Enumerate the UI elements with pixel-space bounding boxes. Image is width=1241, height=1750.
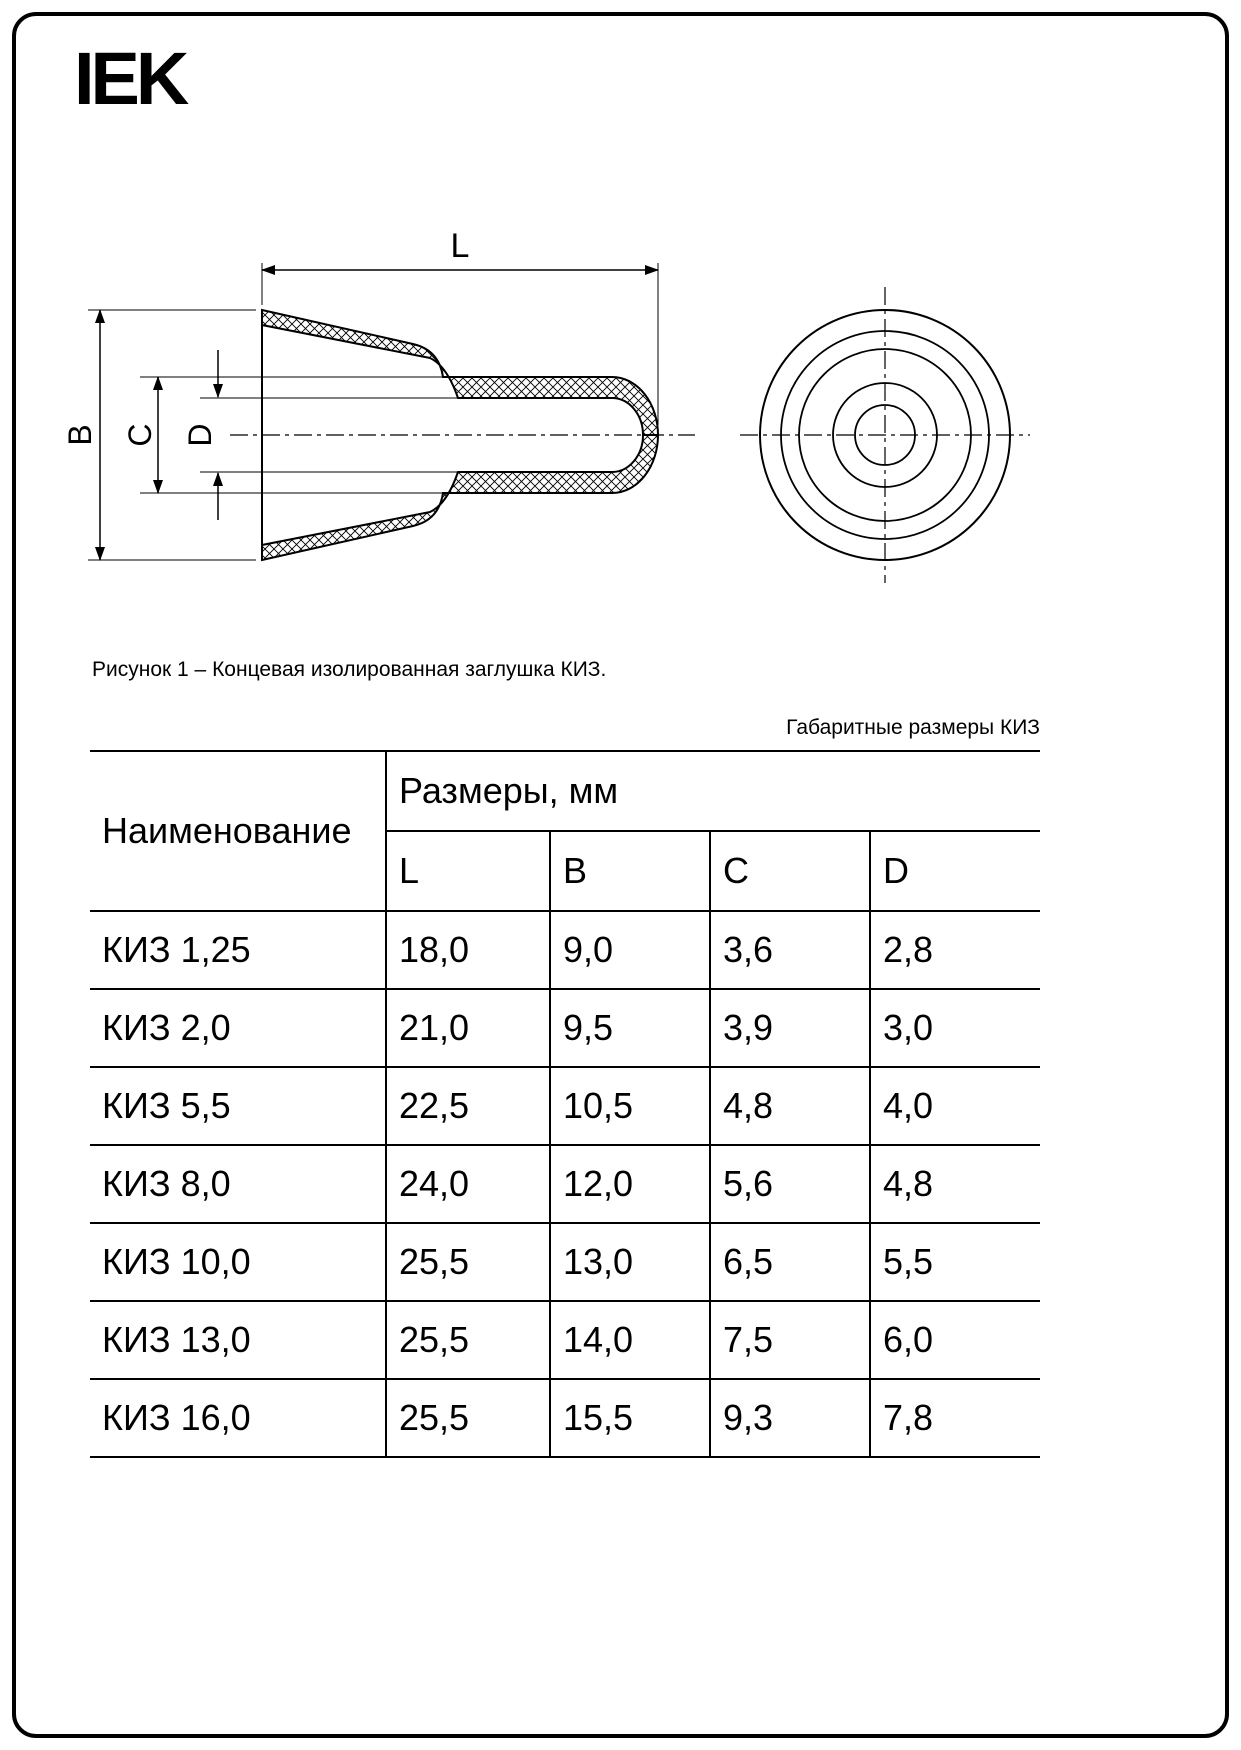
dim-label-B: B [62, 424, 98, 446]
table-row [90, 1301, 1040, 1379]
table-note: Габаритные размеры КИЗ [786, 716, 1040, 739]
cell-B: 9,0 [550, 911, 710, 989]
figure-caption: Рисунок 1 – Концевая изолированная заглушка КИЗ. [92, 658, 607, 681]
cell-name: КИЗ 1,25 [90, 911, 386, 989]
cell-B: 12,0 [550, 1145, 710, 1223]
dimensions-table [90, 750, 1040, 1458]
dim-label-C: C [122, 423, 158, 447]
table-row [90, 1223, 1040, 1301]
cell-C: 3,9 [710, 989, 870, 1067]
cell-name: КИЗ 16,0 [90, 1379, 386, 1457]
col-header-name: Наименование [90, 751, 386, 911]
cell-D: 4,8 [870, 1145, 1040, 1223]
figure-drawing [40, 225, 1160, 625]
dim-label-L: L [450, 227, 470, 265]
cell-L: 21,0 [386, 989, 550, 1067]
cell-name: КИЗ 13,0 [90, 1301, 386, 1379]
cell-D: 2,8 [870, 911, 1040, 989]
cell-L: 18,0 [386, 911, 550, 989]
col-header-B: B [550, 831, 710, 911]
cell-D: 6,0 [870, 1301, 1040, 1379]
col-header-L: L [386, 831, 550, 911]
cell-C: 5,6 [710, 1145, 870, 1223]
cell-B: 15,5 [550, 1379, 710, 1457]
iek-logo: IEK [74, 37, 186, 120]
table-row [90, 911, 1040, 989]
col-header-sizes: Размеры, мм [386, 751, 1040, 831]
cell-name: КИЗ 2,0 [90, 989, 386, 1067]
cell-L: 24,0 [386, 1145, 550, 1223]
front-view [740, 287, 1030, 583]
table-row [90, 1067, 1040, 1145]
cell-C: 4,8 [710, 1067, 870, 1145]
dim-label-D: D [182, 423, 218, 447]
col-header-D: D [870, 831, 1040, 911]
cell-name: КИЗ 10,0 [90, 1223, 386, 1301]
cell-C: 3,6 [710, 911, 870, 989]
cell-name: КИЗ 5,5 [90, 1067, 386, 1145]
table-row [90, 1145, 1040, 1223]
cell-C: 7,5 [710, 1301, 870, 1379]
cell-B: 9,5 [550, 989, 710, 1067]
cell-name: КИЗ 8,0 [90, 1145, 386, 1223]
cell-B: 14,0 [550, 1301, 710, 1379]
table-header-row-1 [90, 751, 1040, 831]
table-row [90, 1379, 1040, 1457]
cell-C: 6,5 [710, 1223, 870, 1301]
cell-B: 10,5 [550, 1067, 710, 1145]
cell-L: 22,5 [386, 1067, 550, 1145]
table-row [90, 989, 1040, 1067]
col-header-C: C [710, 831, 870, 911]
cell-D: 4,0 [870, 1067, 1040, 1145]
cell-L: 25,5 [386, 1223, 550, 1301]
cell-C: 9,3 [710, 1379, 870, 1457]
cell-B: 13,0 [550, 1223, 710, 1301]
cell-L: 25,5 [386, 1379, 550, 1457]
cell-D: 3,0 [870, 989, 1040, 1067]
cell-D: 5,5 [870, 1223, 1040, 1301]
cell-D: 7,8 [870, 1379, 1040, 1457]
side-section-view [140, 310, 695, 560]
cell-L: 25,5 [386, 1301, 550, 1379]
